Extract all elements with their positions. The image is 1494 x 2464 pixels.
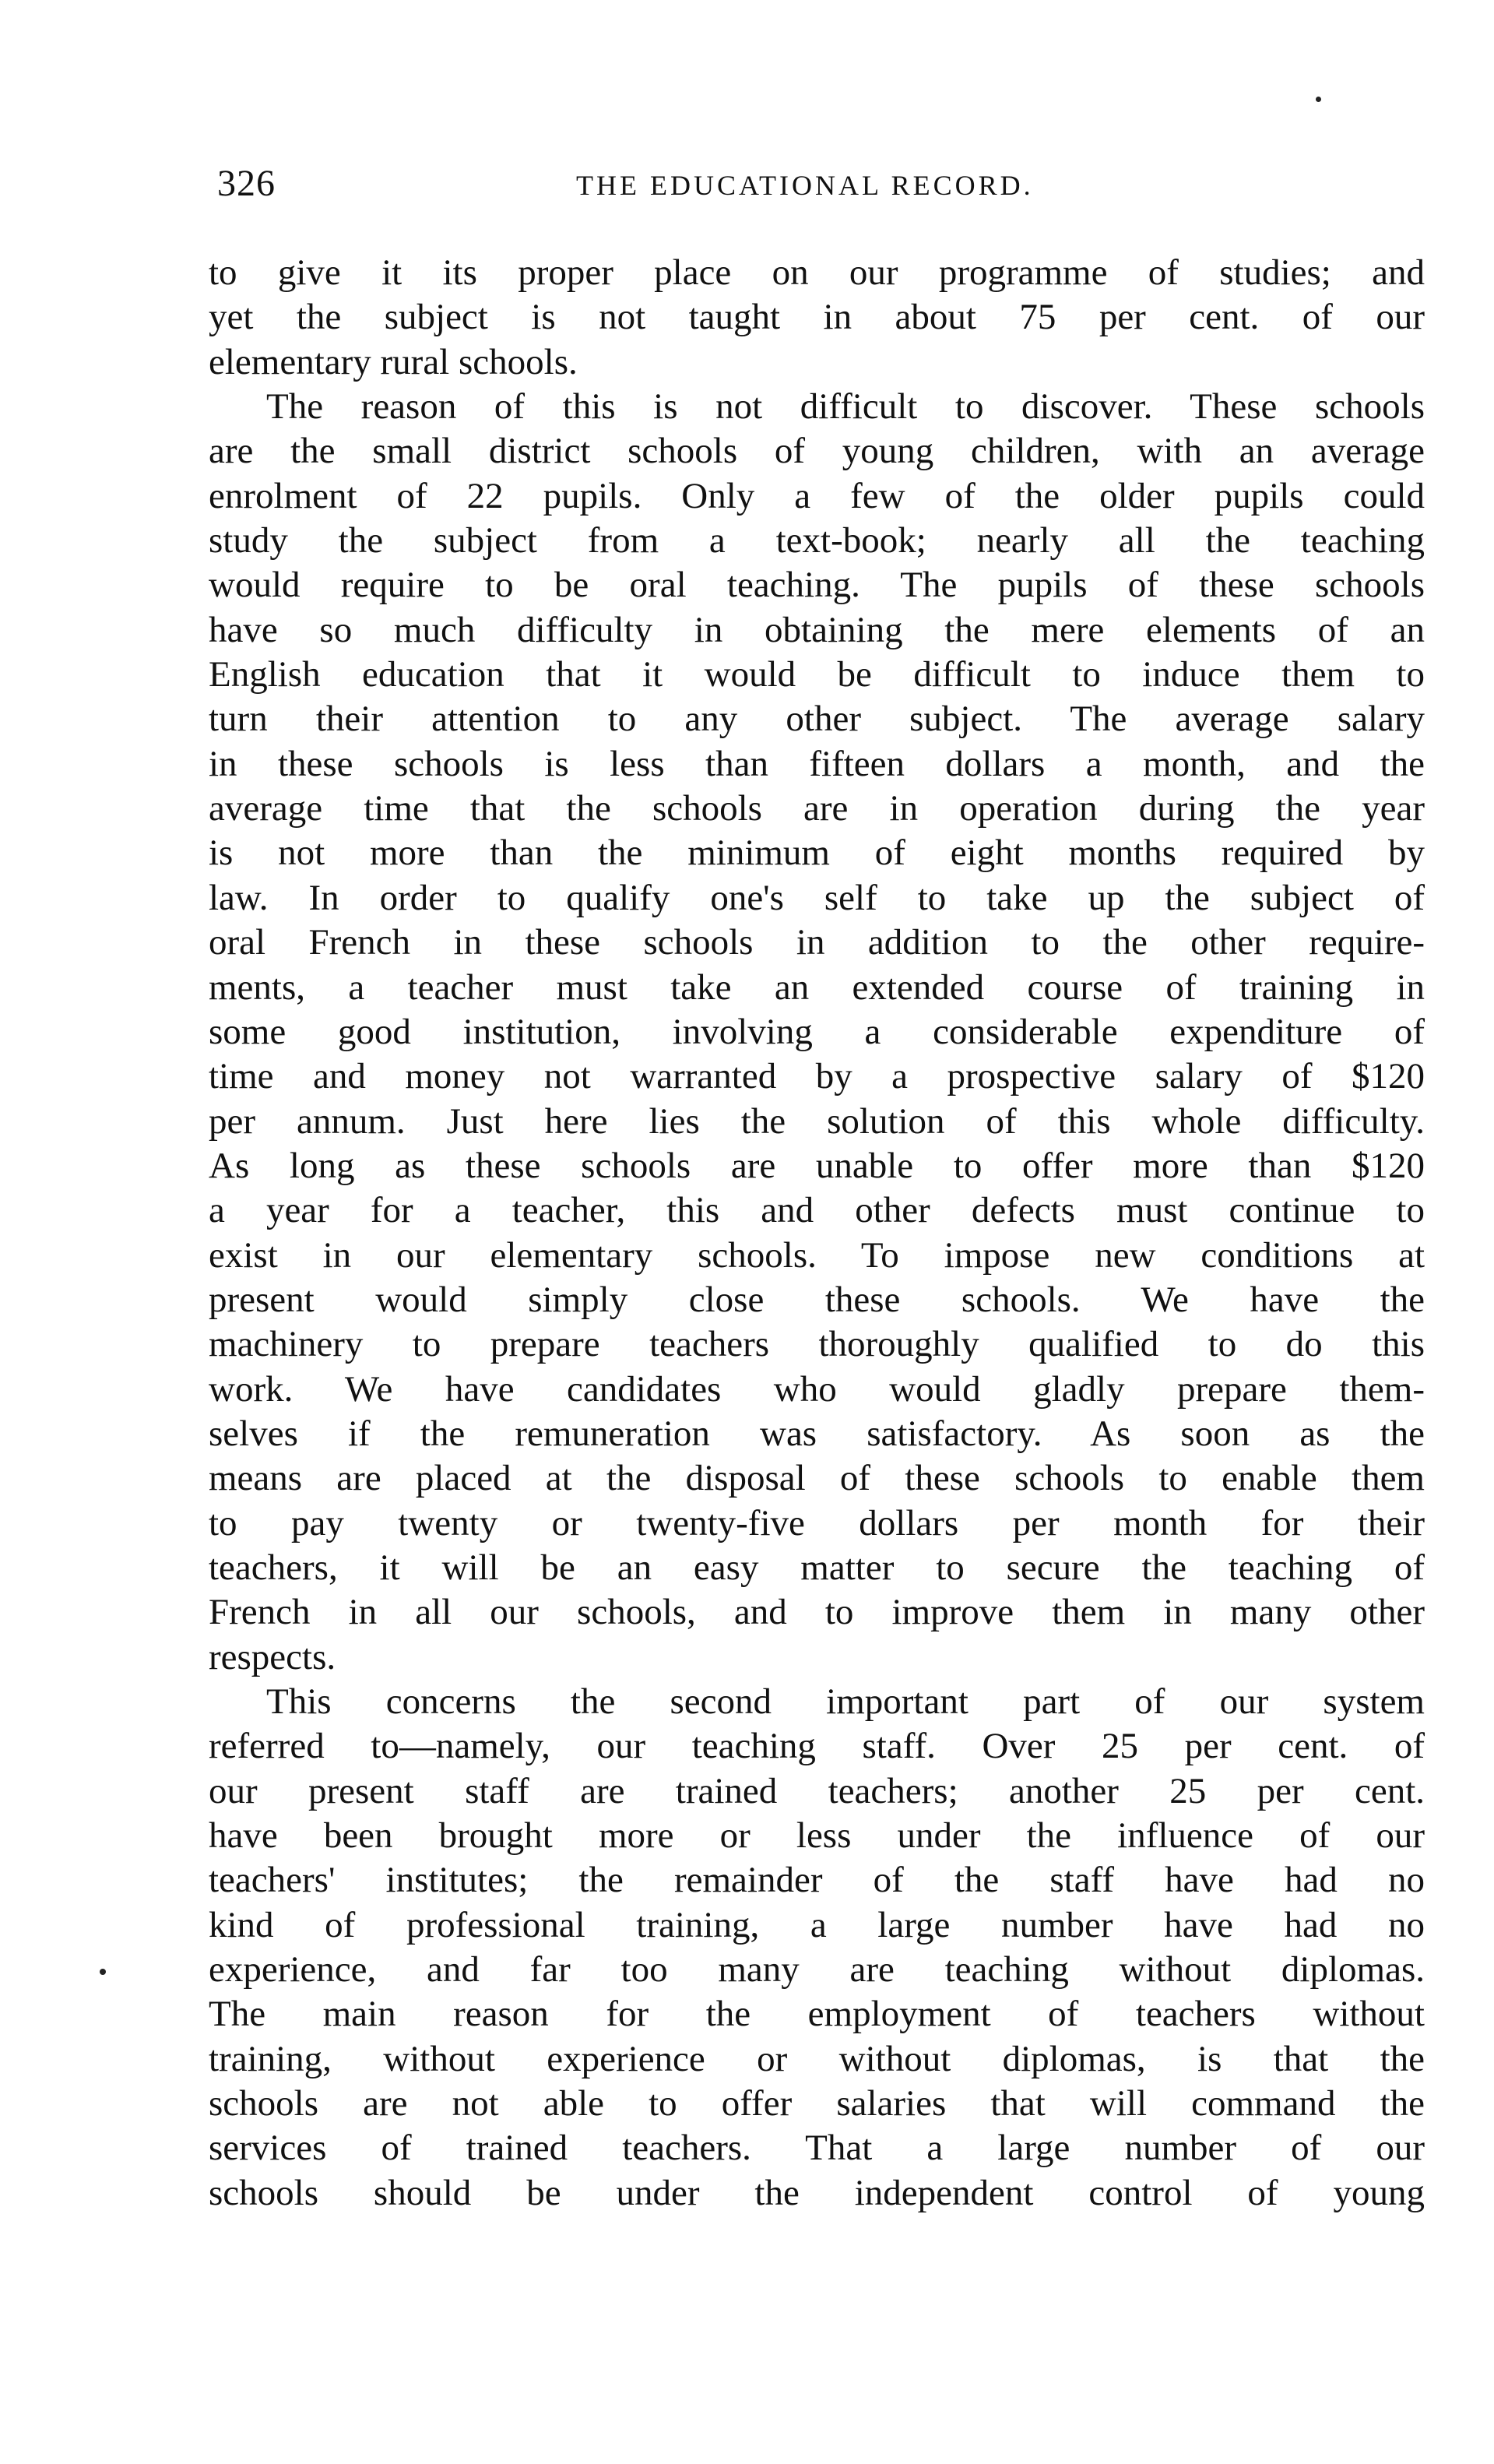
text-line: The main reason for the employment of teachers without (209, 1994, 1425, 2035)
text-line: present would simply close these schools. We have the (209, 1279, 1425, 1320)
text-line: have been brought more or less under the influence of our (209, 1815, 1425, 1857)
text-line: teachers, it will be an easy matter to secure the teaching of (209, 1547, 1425, 1588)
text-line: enrolment of 22 pupils. Only a few of the older pupils could (209, 475, 1425, 516)
text-line: to give it its proper place on our programme of studies; and (209, 252, 1425, 293)
text-line: teachers' institutes; the remainder of the staff have had no (209, 1860, 1425, 1901)
text-line: selves if the remuneration was satisfactory. As soon as the (209, 1413, 1425, 1454)
text-line: experience, and far too many are teaching without diplomas. (209, 1949, 1425, 1991)
text-line: French in all our schools, and to improve them in many other (209, 1592, 1425, 1633)
text-line: are the small district schools of young children, with an average (209, 431, 1425, 472)
text-line: schools should be under the independent control of young (209, 2172, 1425, 2213)
text-line: average time that the schools are in operation during the year (209, 788, 1425, 829)
text-line: schools are not able to offer salaries that will command the (209, 2083, 1425, 2124)
text-line: have so much difficulty in obtaining the mere elements of an (209, 609, 1425, 650)
text-line: This concerns the second important part of our system (266, 1681, 1425, 1722)
text-line: in these schools is less than fifteen dollars a month, and the (209, 743, 1425, 784)
text-line: turn their attention to any other subject. The average salary (209, 699, 1425, 740)
text-line: a year for a teacher, this and other defects must continue to (209, 1190, 1425, 1231)
text-line: machinery to prepare teachers thoroughly qualified to do this (209, 1324, 1425, 1365)
text-line: work. We have candidates who would gladly prepare them- (209, 1368, 1425, 1410)
text-line: is not more than the minimum of eight months required by (209, 832, 1425, 874)
print-speck (100, 1969, 106, 1975)
text-line: oral French in these schools in addition to the other require- (209, 922, 1425, 963)
text-line: time and money not warranted by a prospective salary of $120 (209, 1056, 1425, 1097)
text-line: As long as these schools are unable to offer more than $120 (209, 1145, 1425, 1186)
text-line: our present staff are trained teachers; another 25 per cent. (209, 1770, 1425, 1811)
text-line: law. In order to qualify one's self to take up the subject of (209, 877, 1425, 918)
page-number: 326 (217, 163, 276, 204)
text-line: English education that it would be difficult to induce them to (209, 654, 1425, 695)
text-line: referred to—namely, our teaching staff. Over 25 per cent. of (209, 1726, 1425, 1767)
text-line: yet the subject is not taught in about 75 per cent. of our (209, 297, 1425, 338)
running-title: THE EDUCATIONAL RECORD. (576, 170, 1034, 201)
text-line: per annum. Just here lies the solution of this whole difficulty. (209, 1100, 1425, 1142)
print-speck (1316, 97, 1321, 102)
text-line: to pay twenty or twenty-five dollars per month for their (209, 1502, 1425, 1544)
text-line: services of trained teachers. That a large number of our (209, 2128, 1425, 2169)
text-line: some good institution, involving a considerable expenditure of (209, 1011, 1425, 1052)
text-line: study the subject from a text-book; nearly all the teaching (209, 520, 1425, 561)
text-line: ments, a teacher must take an extended course of training in (209, 966, 1425, 1008)
text-line: elementary rural schools. (209, 341, 578, 382)
text-line: means are placed at the disposal of these schools to enable them (209, 1458, 1425, 1499)
text-line: exist in our elementary schools. To impose new conditions at (209, 1234, 1425, 1276)
body-text (209, 251, 1425, 2216)
text-line: The reason of this is not difficult to discover. These schools (266, 386, 1425, 428)
text-line: kind of professional training, a large number have had no (209, 1904, 1425, 1945)
text-line: training, without experience or without diplomas, is that the (209, 2038, 1425, 2079)
text-line: would require to be oral teaching. The pupils of these schools (209, 565, 1425, 606)
text-line: respects. (209, 1636, 336, 1677)
